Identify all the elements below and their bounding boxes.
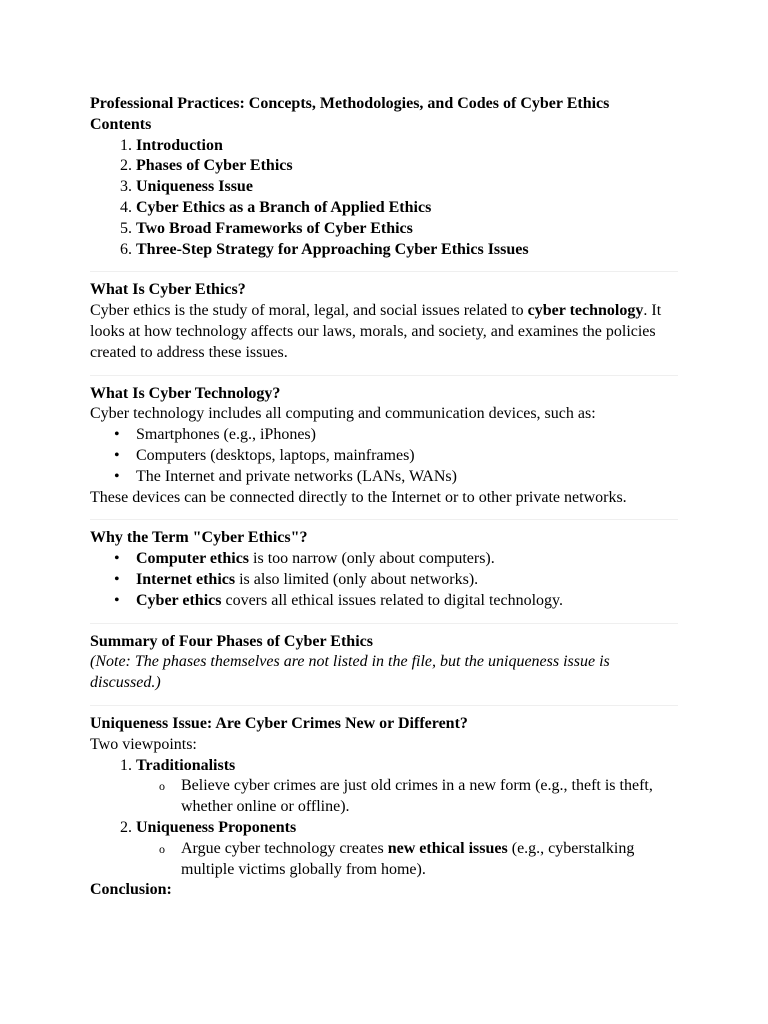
viewpoint-item: 2. Uniqueness Proponents <box>120 818 297 836</box>
list-item: • Cyber ethics covers all ethical issues related to digital technology. <box>114 591 563 609</box>
cyber-technology-intro: Cyber technology includes all computing and communication devices, such as: <box>90 405 596 423</box>
list-item: • Computer ethics is too narrow (only about computers). <box>114 550 495 568</box>
section-heading-uniqueness: Uniqueness Issue: Are Cyber Crimes New or Different? <box>90 714 468 732</box>
sub-list-item: o Believe cyber crimes are just old crimes in a new form (e.g., theft is theft, whether online or offline). <box>159 777 653 816</box>
section-divider <box>90 519 678 520</box>
document-title: Professional Practices: Concepts, Methodologies, and Codes of Cyber Ethics <box>90 95 610 112</box>
section-divider <box>90 623 678 624</box>
section-divider <box>90 375 678 376</box>
contents-item: 5. Two Broad Frameworks of Cyber Ethics <box>120 219 413 237</box>
section-divider <box>90 705 678 706</box>
term-list <box>90 549 678 611</box>
viewpoint-list <box>90 756 678 777</box>
viewpoint-item: 1. Traditionalists <box>120 756 236 774</box>
section-heading-cyber-technology: What Is Cyber Technology? <box>90 384 281 402</box>
list-item: • Internet ethics is also limited (only about networks). <box>114 570 479 588</box>
contents-item: 4. Cyber Ethics as a Branch of Applied Ethics <box>120 198 432 216</box>
viewpoint-detail-list <box>90 839 678 881</box>
contents-item: 2. Phases of Cyber Ethics <box>120 157 293 175</box>
section-heading-summary: Summary of Four Phases of Cyber Ethics <box>90 632 373 650</box>
contents-list <box>90 136 678 261</box>
contents-item: 6. Three-Step Strategy for Approaching Cyber Ethics Issues <box>120 240 529 258</box>
contents-heading: Contents <box>90 115 152 133</box>
contents-item: 3. Uniqueness Issue <box>120 178 253 196</box>
section-divider <box>90 271 678 272</box>
conclusion-heading: Conclusion: <box>90 881 172 899</box>
cyber-technology-outro: These devices can be connected directly to the Internet or to other private networks. <box>90 488 627 506</box>
viewpoint-detail-list <box>90 776 678 818</box>
contents-item: 1. Introduction <box>120 136 223 154</box>
list-item: • Smartphones (e.g., iPhones) <box>114 426 316 444</box>
section-heading-cyber-ethics: What Is Cyber Ethics? <box>90 281 246 299</box>
device-list <box>90 425 678 487</box>
viewpoint-list <box>90 818 678 839</box>
uniqueness-intro: Two viewpoints: <box>90 735 197 753</box>
cyber-ethics-paragraph: Cyber ethics is the study of moral, legal, and social issues related to cyber technology. It looks at how technology affects our laws, morals, and society, and examines the policies created to address these issues. <box>90 302 662 361</box>
list-item: • Computers (desktops, laptops, mainframes) <box>114 446 415 464</box>
list-item: • The Internet and private networks (LANs, WANs) <box>114 467 457 485</box>
section-heading-why-term: Why the Term "Cyber Ethics"? <box>90 529 308 547</box>
summary-note: (Note: The phases themselves are not listed in the file, but the uniqueness issue is discussed.) <box>90 653 610 692</box>
sub-list-item: o Argue cyber technology creates new ethical issues (e.g., cyberstalking multiple victims globally from home). <box>159 839 635 878</box>
